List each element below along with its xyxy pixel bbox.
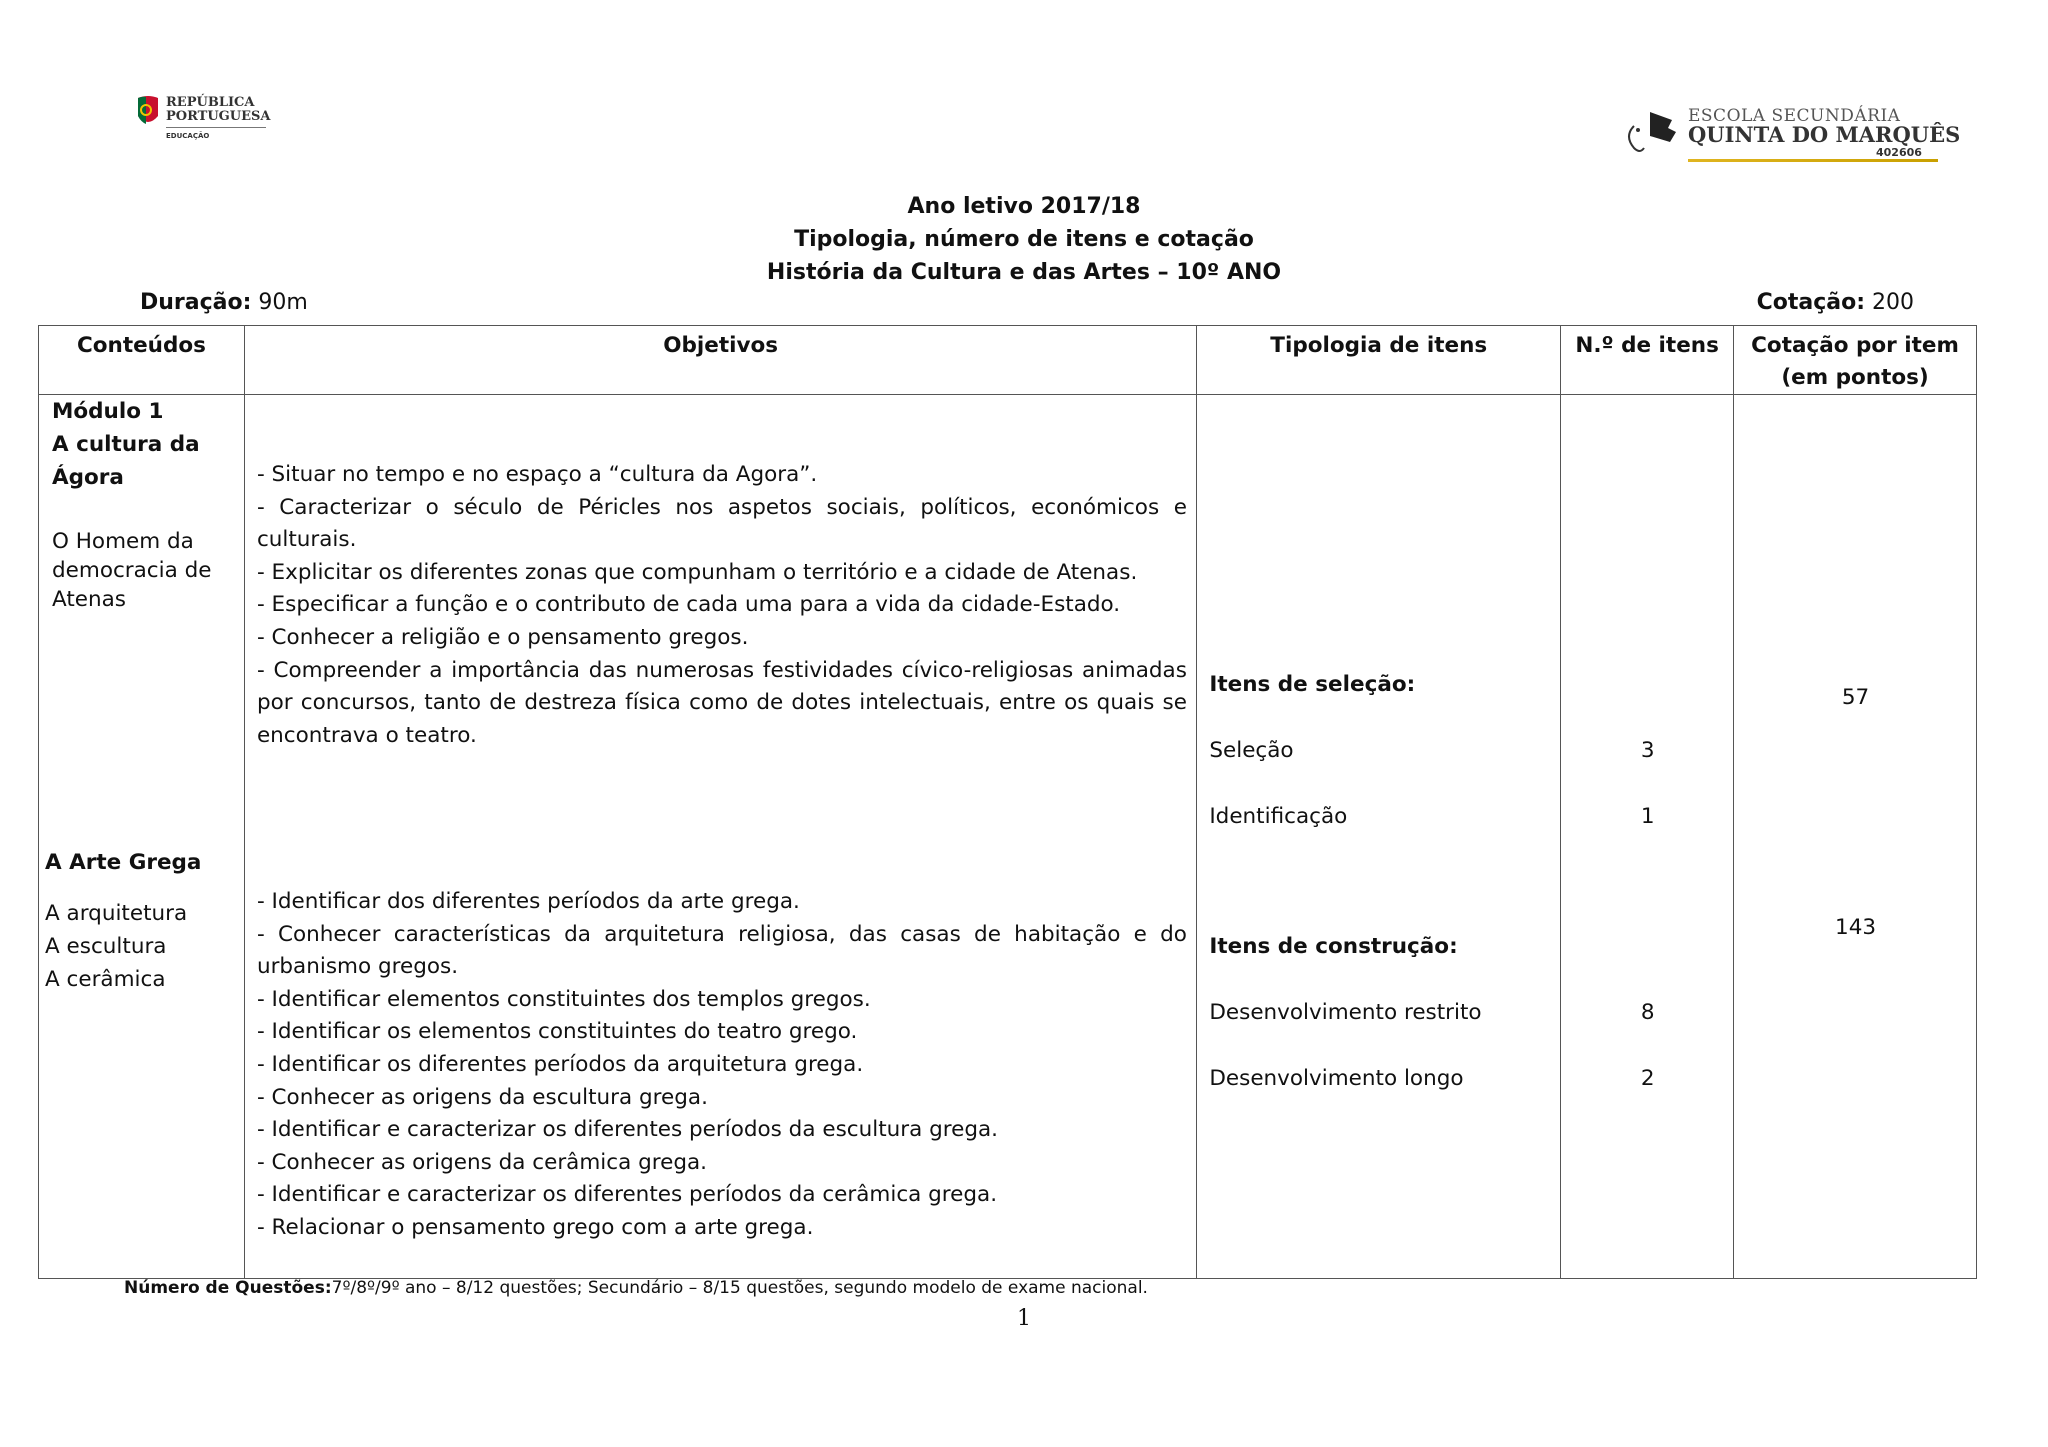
homem-democracia: O Homem da democracia de Atenas (52, 529, 212, 612)
longo-label: Desenvolvimento longo (1209, 1066, 1464, 1091)
conteudos-cell (39, 395, 245, 1279)
document-title (0, 190, 2048, 289)
header-n-itens: N.º de itens (1561, 326, 1734, 395)
footnote: Número de Questões:7º/8º/9º ano – 8/12 questões; Secundário – 8/15 questões, segundo modelo de exame nacional. (124, 1278, 1148, 1298)
construcao-heading: Itens de construção: (1209, 934, 1458, 959)
n-itens-cell (1561, 395, 1734, 1279)
header-cotacao: Cotação por item (em pontos) (1734, 326, 1977, 395)
cotacao-selecao: 57 (1841, 685, 1870, 710)
duration: Duração: 90m (140, 290, 308, 315)
cotacao-construcao: 143 (1835, 915, 1877, 940)
flag-icon (136, 94, 160, 130)
header-tipologia: Tipologia de itens (1197, 326, 1561, 395)
arte-grega-label: A Arte Grega (45, 850, 202, 875)
objetivos-cell (244, 395, 1196, 1279)
cotacao-cell (1734, 395, 1977, 1279)
objetivos-list-1: - Situar no tempo e no espaço a “cultura da Agora”. - Caracterizar o século de Péricles nos aspetos sociais, políticos, económicos e culturais. - Explicitar os diferentes zonas que compunham o território e a cidade de Atenas. - Especificar a função e o contributo de cada uma para a vida da cidade-Estado. - Conhecer a religião e o pensamento gregos. - Compreender a importância das numerosas festividades cívico-religiosas animadas por concursos, tanto de destreza física como de dotes intelectuais, entre os quais se encontrava o teatro. (256, 462, 1187, 748)
selecao-label: Seleção (1209, 738, 1294, 763)
title-line-3: História da Cultura e das Artes – 10º ANO (766, 260, 1282, 285)
school-emblem-icon (1620, 104, 1684, 164)
republica-portuguesa-logo (136, 94, 276, 146)
arte-topics: A arquitetura A escultura A cerâmica (45, 901, 188, 992)
school-name-line1: ESCOLA SECUNDÁRIA (1688, 106, 1901, 126)
n-identificacao: 1 (1640, 804, 1655, 829)
header-objetivos: Objetivos (244, 326, 1196, 395)
school-logo (1620, 100, 1961, 170)
selecao-heading: Itens de seleção: (1209, 672, 1416, 697)
tipologia-cell (1197, 395, 1561, 1279)
school-name-line2: QUINTA DO MARQUÊS (1688, 122, 1961, 147)
logo-subtext: EDUCAÇÃO (166, 132, 210, 140)
modulo-label: Módulo 1 A cultura da Ágora (52, 399, 200, 490)
title-line-2: Tipologia, número de itens e cotação (794, 227, 1254, 252)
page-number: 1 (1017, 1306, 1031, 1331)
n-longo: 2 (1640, 1066, 1655, 1091)
identificacao-label: Identificação (1209, 804, 1348, 829)
header-conteudos: Conteúdos (39, 326, 245, 395)
logo-text: REPÚBLICA PORTUGUESA (166, 95, 271, 124)
total-score: Cotação: 200 (1756, 290, 1914, 315)
objetivos-list-2: - Identificar dos diferentes períodos da arte grega. - Conhecer características da arquitetura religiosa, das casas de habitação e do urbanismo gregos. - Identificar elementos constituintes dos templos gregos. - Identificar os elementos constituintes do teatro grego. - Identificar os diferentes períodos da arquitetura grega. - Conhecer as origens da escultura grega. - Identificar e caracterizar os diferentes períodos da escultura grega. - Conhecer as origens da cerâmica grega. - Identificar e caracterizar os diferentes períodos da cerâmica grega. - Relacionar o pensamento grego com a arte grega. (256, 889, 1187, 1240)
exam-structure-table (38, 325, 1977, 1279)
restrito-label: Desenvolvimento restrito (1209, 1000, 1482, 1025)
school-code: 402606 (1876, 146, 1922, 159)
n-selecao: 3 (1640, 738, 1655, 763)
table-row (39, 395, 1977, 1279)
n-restrito: 8 (1640, 1000, 1655, 1025)
table-header-row (39, 326, 1977, 395)
title-line-1: Ano letivo 2017/18 (907, 194, 1141, 219)
